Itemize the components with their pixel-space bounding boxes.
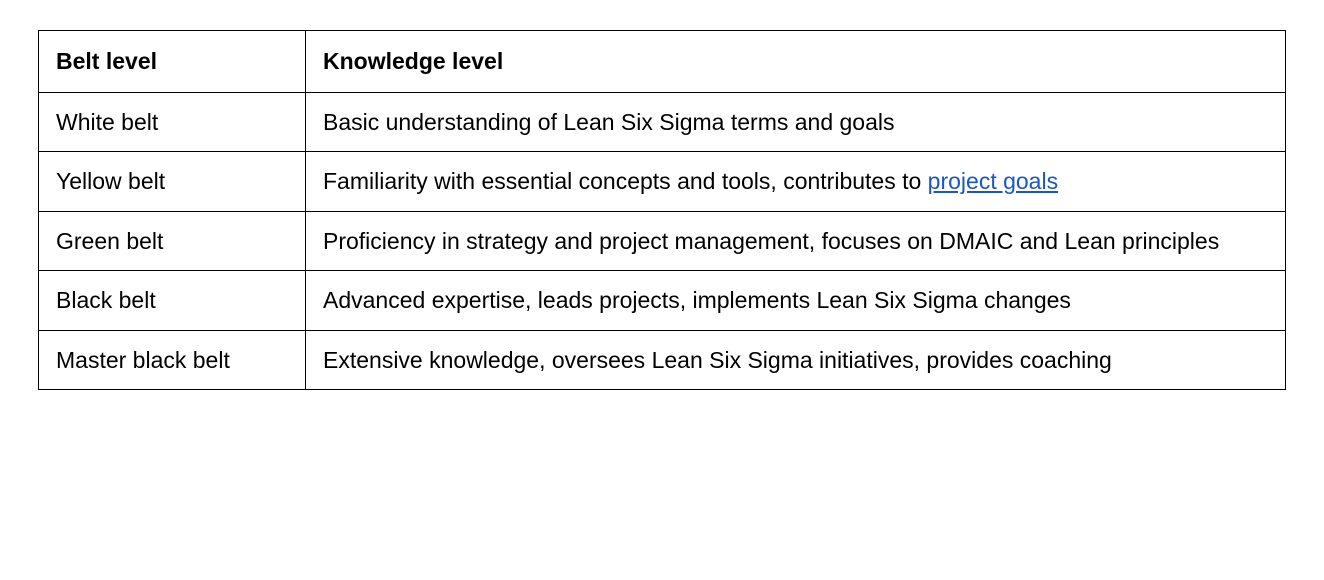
cell-knowledge-level (306, 211, 1286, 271)
cell-belt-level: Black belt (39, 271, 306, 331)
cell-knowledge-level (306, 330, 1286, 390)
column-header-belt-level: Belt level (39, 31, 306, 93)
cell-knowledge-text: Advanced expertise, leads projects, implements Lean Six Sigma changes (323, 287, 1071, 314)
table-header-row (39, 31, 1286, 93)
cell-belt-level: Master black belt (39, 330, 306, 390)
table-row (39, 92, 1286, 152)
table-row (39, 271, 1286, 331)
table-row (39, 152, 1286, 212)
table-header (39, 31, 1286, 93)
cell-knowledge-level (306, 271, 1286, 331)
belt-level-table (38, 30, 1286, 390)
column-header-knowledge-level: Knowledge level (306, 31, 1286, 93)
belt-level-table-container (38, 30, 1286, 390)
cell-knowledge-level (306, 92, 1286, 152)
cell-belt-level: Yellow belt (39, 152, 306, 212)
table-row (39, 211, 1286, 271)
project-goals-link[interactable]: project goals (927, 168, 1059, 195)
table-body (39, 92, 1286, 390)
cell-belt-level: White belt (39, 92, 306, 152)
table-row (39, 330, 1286, 390)
cell-knowledge-text: Extensive knowledge, oversees Lean Six Sigma initiatives, provides coaching (323, 346, 1112, 373)
cell-belt-level: Green belt (39, 211, 306, 271)
cell-knowledge-text: Basic understanding of Lean Six Sigma terms and goals (323, 108, 895, 135)
cell-knowledge-text: Familiarity with essential concepts and tools, contributes to (323, 168, 928, 195)
cell-knowledge-text: Proficiency in strategy and project management, focuses on DMAIC and Lean principles (323, 227, 1220, 254)
cell-knowledge-level (306, 152, 1286, 212)
